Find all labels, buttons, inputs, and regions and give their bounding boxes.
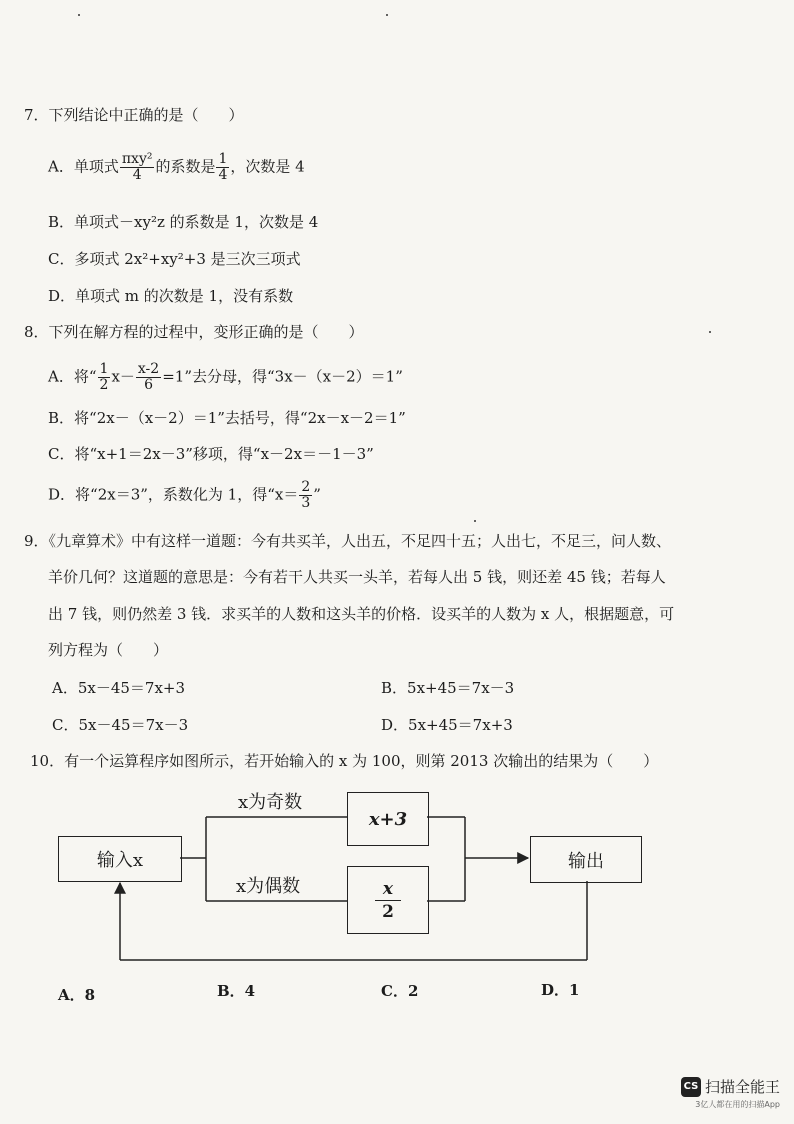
q9-option-c: C．5x－45＝7x－3 (52, 716, 189, 734)
q9-option-a: A．5x－45＝7x+3 (52, 679, 186, 697)
q7-option-b: B．单项式－xy²z 的系数是 1，次数是 4 (48, 213, 319, 231)
q10-option-d: D．1 (541, 981, 580, 999)
camscanner-logo-icon: CS (681, 1077, 701, 1097)
scan-speck (709, 331, 711, 333)
q9-line-3: 出 7 钱，则仍然差 3 钱．求买羊的人数和这头羊的价格．设买羊的人数为 x 人，根据题意，可 (48, 605, 675, 623)
output-box-label: 输出 (568, 850, 604, 872)
q7-option-c: C．多项式 2x²+xy²+3 是三次三项式 (48, 250, 301, 268)
watermark-row (681, 1076, 780, 1097)
q7-a-suffix: ，次数是 4 (230, 157, 305, 176)
input-box (58, 836, 182, 882)
watermark-name: 扫描全能王 (704, 1078, 780, 1096)
q8-stem: 8．下列在解方程的过程中，变形正确的是（ ） (24, 323, 364, 341)
q8-option-c: C．将“x+1＝2x－3”移项，得“x－2x＝－1－3” (48, 445, 374, 463)
q9-line-1: 9．《九章算术》中有这样一道题：今有共买羊，人出五，不足四十五；人出七，不足三，问人数、 (24, 532, 672, 550)
scan-speck (474, 520, 476, 522)
q9-option-b: B．5x+45＝7x－3 (381, 679, 515, 697)
q10-option-a: A．8 (58, 986, 96, 1004)
q7-option-a (48, 152, 305, 183)
q8-d-fraction: $\frac{2}{3}$ (301, 479, 311, 511)
q9-line-4: 列方程为（ ） (48, 641, 169, 659)
scan-speck (78, 14, 80, 16)
q10-option-c: C．2 (381, 982, 419, 1000)
q7-a-prefix: A．单项式 (48, 157, 119, 176)
odd-branch-label: x为奇数 (238, 792, 303, 813)
output-box (530, 836, 642, 883)
q9-option-d: D．5x+45＝7x+3 (381, 716, 513, 734)
q8-option-a: A．将“ $\frac{1}{2}$ x－ $\frac{x-2}{6}$ =1”去分母，得“3x－（x－2）＝1” (48, 361, 403, 393)
q8-option-b: B．将“2x－（x－2）＝1”去括号，得“2x－x－2＝1” (48, 409, 406, 427)
q9-line-2: 羊价几何？这道题的意思是：今有若干人共买一头羊，若每人出 5 钱，则还差 45 钱；若每人 (48, 568, 666, 586)
q7-a-fraction: $\frac{\text{πxy²}}{4}$ (121, 151, 153, 183)
q8-option-d: D．将“2x＝3”，系数化为 1，得“x＝ $\frac{2}{3}$ ” (48, 479, 321, 511)
q7-option-d: D．单项式 m 的次数是 1，没有系数 (48, 287, 294, 305)
odd-operation-box (347, 792, 429, 846)
scan-speck (386, 14, 388, 16)
flowchart (0, 780, 794, 980)
watermark-subtitle: 3亿人都在用的扫描App (695, 1100, 780, 1109)
even-branch-label: x为偶数 (236, 876, 301, 897)
q7-a-mid: 的系数是 (155, 157, 216, 176)
even-operation-fraction: $\frac{x}{2}$ (375, 878, 401, 923)
q10-option-b: B．4 (217, 982, 256, 1000)
q7-a-coef-fraction: $\frac{1}{4}$ (218, 151, 228, 183)
q8-a-fraction-2: $\frac{x-2}{6}$ (137, 361, 160, 393)
scanner-watermark (681, 1076, 780, 1110)
odd-operation-label: x+3 (368, 808, 408, 830)
even-operation-box (347, 866, 429, 934)
q10-stem: 10．有一个运算程序如图所示，若开始输入的 x 为 100，则第 2013 次输出的结果为（ ） (30, 752, 659, 770)
q8-a-fraction-1: $\frac{1}{2}$ (99, 361, 109, 393)
input-box-label: 输入x (96, 850, 144, 871)
q7-stem: 7．下列结论中正确的是（ ） (24, 106, 244, 124)
